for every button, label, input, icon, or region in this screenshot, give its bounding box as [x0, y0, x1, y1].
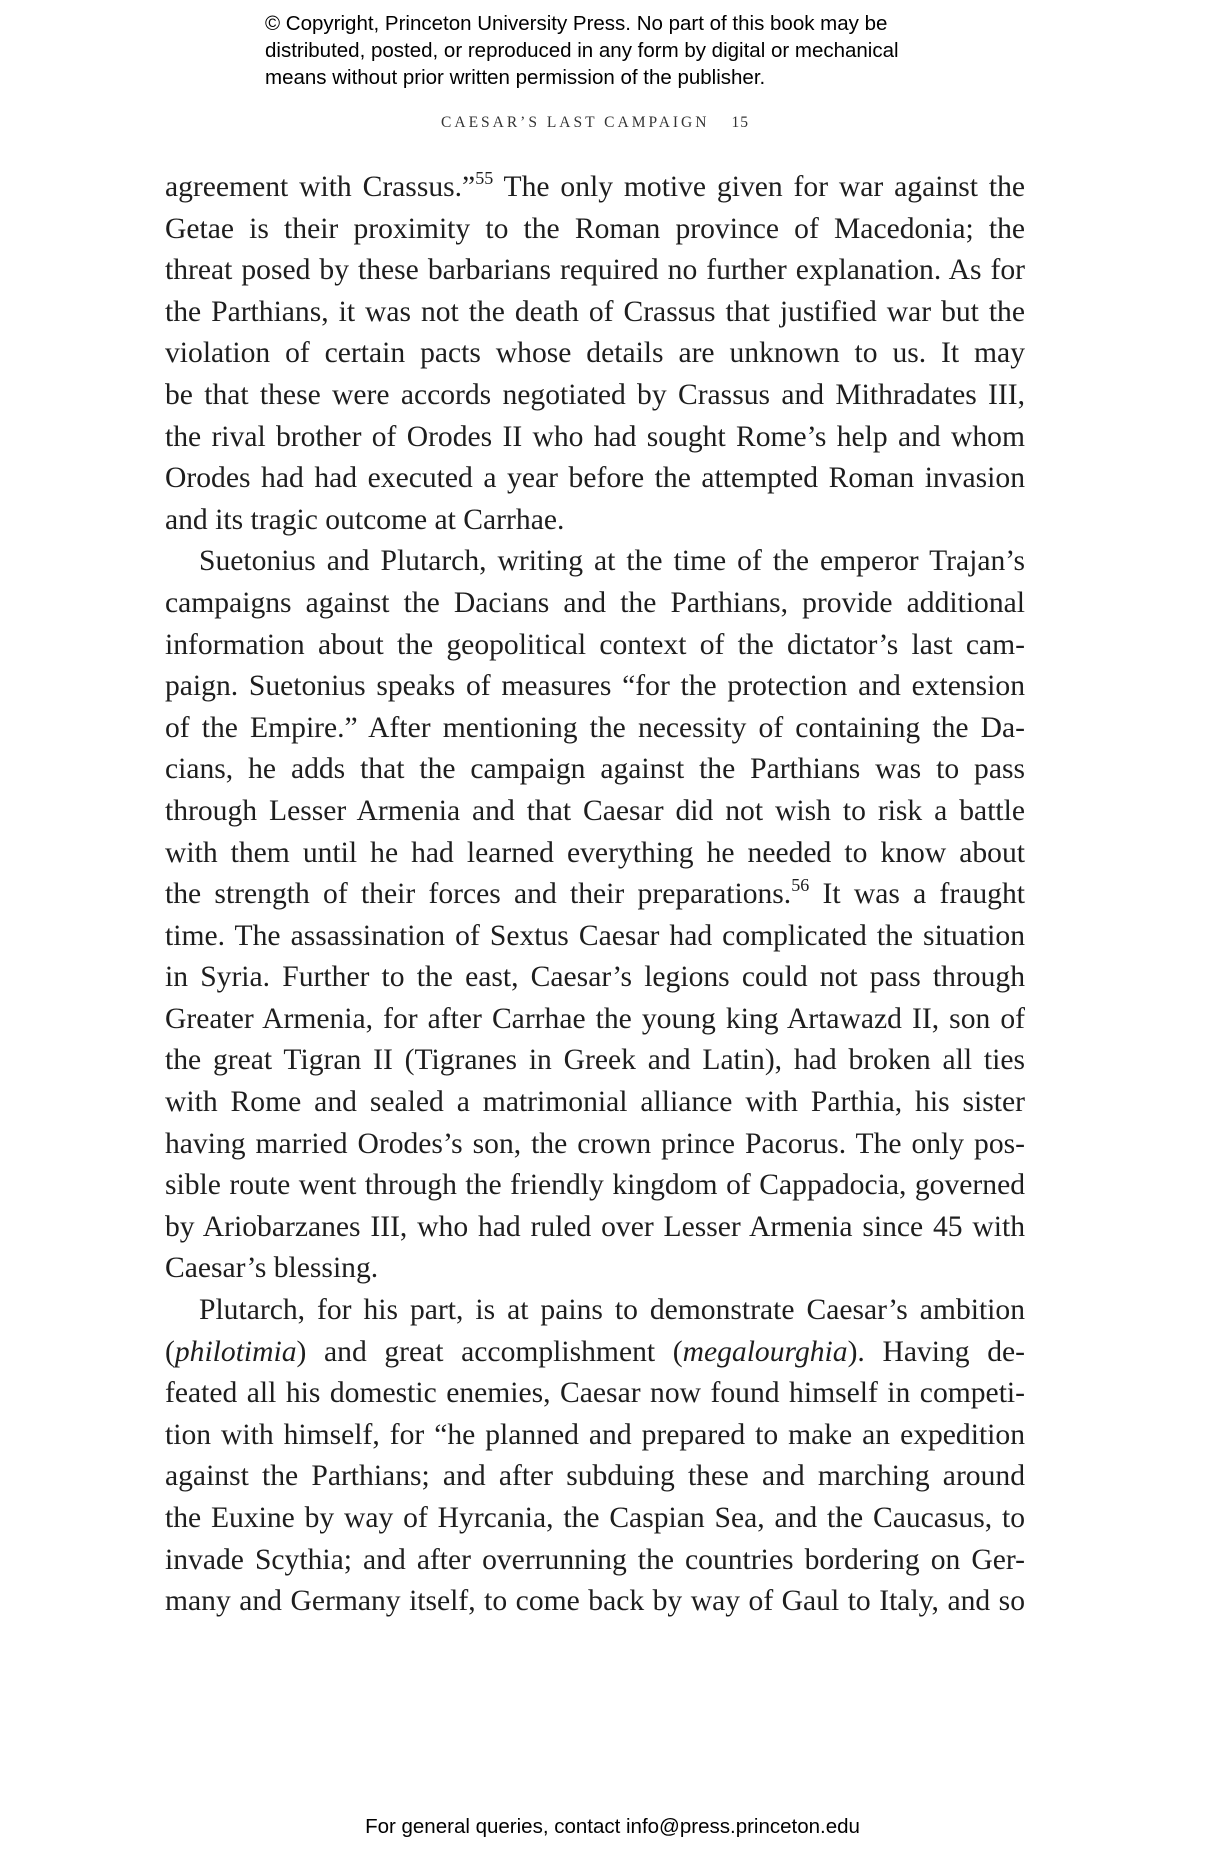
text-line: having married Orodes’s son, the crown prince Pacorus. The only pos-: [165, 1127, 1025, 1160]
term-philotimia: philotimia: [174, 1335, 297, 1368]
body-text: [165, 167, 1025, 1623]
text-line: Greater Armenia, for after Carrhae the young king Artawazd II, son of: [165, 1002, 1025, 1035]
text-line: the great Tigran II (Tigranes in Greek and Latin), had broken all ties: [165, 1044, 1025, 1077]
text-line: Caesar’s blessing.: [165, 1252, 379, 1285]
footnote-ref-56: 56: [791, 875, 810, 896]
text-line: the rival brother of Orodes II who had sought Rome’s help and whom: [165, 420, 1025, 453]
text-line: the Euxine by way of Hyrcania, the Caspian Sea, and the Caucasus, to: [165, 1502, 1025, 1534]
text-line: Orodes had had executed a year before the attempted Roman invasion: [165, 462, 1025, 495]
text-line: invade Scythia; and after overrunning the countries bordering on Ger-: [165, 1543, 1025, 1576]
footnote-ref-55: 55: [475, 168, 494, 188]
text-line: Getae is their proximity to the Roman province of Macedonia; the: [165, 212, 1025, 245]
text-line: tion with himself, for “he planned and prepared to make an expedition: [165, 1418, 1025, 1451]
text-line: cians, he adds that the campaign against the Parthians was to pass: [165, 753, 1025, 786]
copyright-line: means without prior written permission of the publisher.: [265, 66, 766, 89]
text-line: (philotimia) and great accomplishment (megalourghia). Having de-: [165, 1335, 1025, 1368]
copyright-notice: [265, 10, 1025, 91]
text-line: and its tragic outcome at Carrhae.: [165, 503, 565, 536]
text-line: Suetonius and Plutarch, writing at the time of the emperor Trajan’s: [199, 545, 1025, 578]
text-line: feated all his domestic enemies, Caesar now found himself in competi-: [165, 1377, 1025, 1410]
footer-contact: For general queries, contact info@press.princeton.edu: [365, 1815, 860, 1838]
text-line: against the Parthians; and after subduing these and marching around: [165, 1460, 1025, 1493]
text-line: in Syria. Further to the east, Caesar’s legions could not pass through: [165, 961, 1025, 994]
text-line: the Parthians, it was not the death of Crassus that justified war but the: [165, 295, 1025, 328]
text-line: campaigns against the Dacians and the Parthians, provide additional: [165, 586, 1025, 619]
text-line: by Ariobarzanes III, who had ruled over Lesser Armenia since 45 with: [165, 1210, 1025, 1243]
running-head: [165, 114, 1025, 132]
text-line: time. The assassination of Sextus Caesar had complicated the situation: [165, 919, 1025, 952]
text-line: Plutarch, for his part, is at pains to demonstrate Caesar’s ambition: [199, 1294, 1025, 1327]
copyright-line: distributed, posted, or reproduced in any form by digital or mechanical: [265, 39, 899, 62]
text-line: with them until he had learned everything he needed to know about: [165, 836, 1025, 869]
copyright-line: © Copyright, Princeton University Press. No part of this book may be: [265, 12, 888, 35]
text-line: sible route went through the friendly kingdom of Cappadocia, governed: [165, 1169, 1025, 1202]
page-number: 15: [731, 114, 749, 131]
text-line: many and Germany itself, to come back by way of Gaul to Italy, and so: [165, 1585, 1025, 1618]
text-line: of the Empire.” After mentioning the necessity of containing the Da-: [165, 711, 1025, 744]
text-line: with Rome and sealed a matrimonial alliance with Parthia, his sister: [165, 1086, 1025, 1119]
text-line: through Lesser Armenia and that Caesar did not wish to risk a battle: [165, 794, 1025, 827]
running-head-title: CAESAR’S LAST CAMPAIGN: [441, 114, 710, 131]
text-line: the strength of their forces and their preparations.$^{56}$ It was a fraught: [165, 875, 1025, 911]
text-line: threat posed by these barbarians required no further explanation. As for: [165, 254, 1025, 287]
text-line: violation of certain pacts whose details are unknown to us. It may: [165, 337, 1025, 370]
text-line: be that these were accords negotiated by Crassus and Mithradates III,: [165, 378, 1025, 411]
text-line: agreement with Crassus.”$^{55}$ The only motive given for war against the: [165, 168, 1025, 203]
text-line: information about the geopolitical context of the dictator’s last cam-: [165, 628, 1025, 661]
term-megalourghia: megalourghia: [682, 1335, 848, 1368]
text-line: paign. Suetonius speaks of measures “for the protection and extension: [165, 670, 1025, 703]
